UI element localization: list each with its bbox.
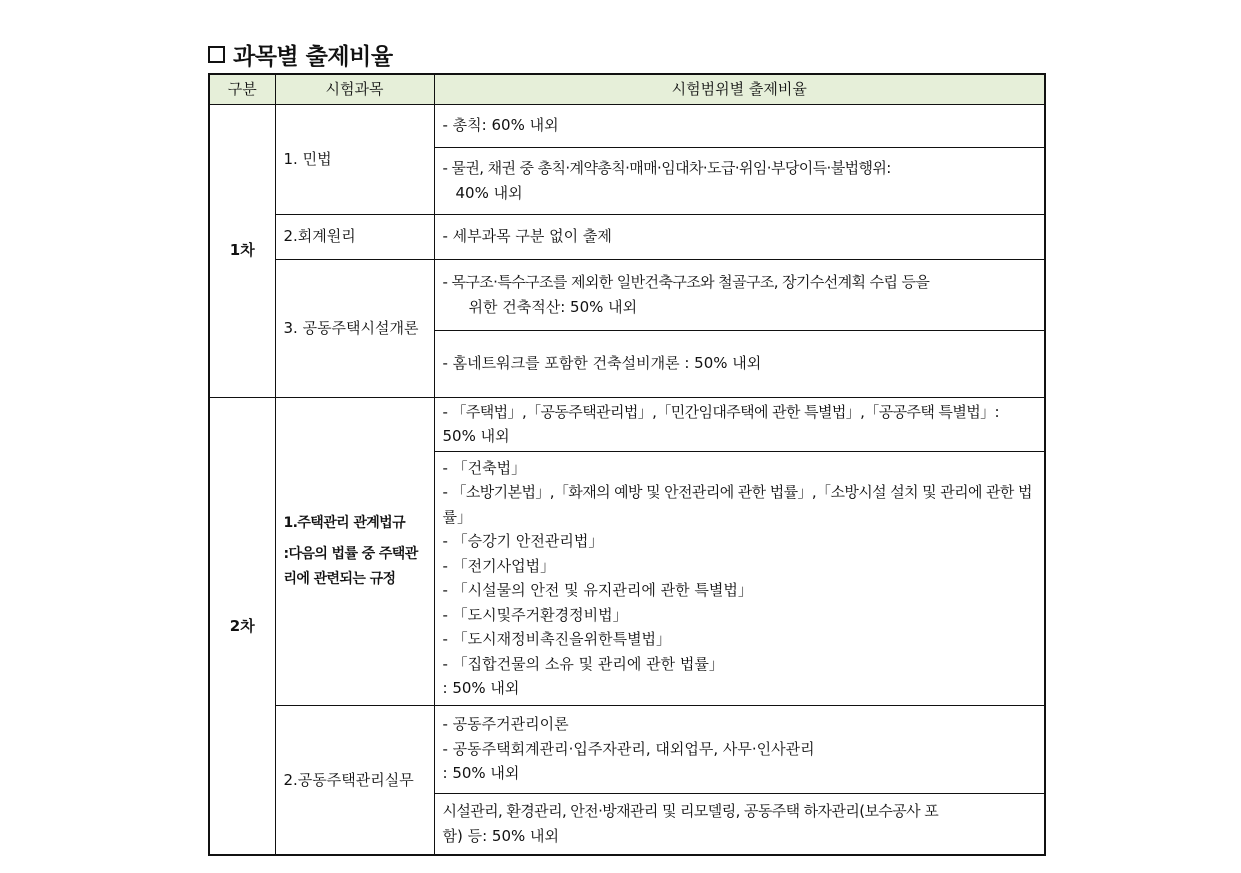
range-line: - 홈네트워크를 포함한 건축설비개론 : 50% 내외 — [442, 354, 762, 373]
table-row — [209, 104, 1045, 147]
range-line: : 50% 내외 — [442, 679, 520, 697]
subject-line: :다음의 법률 중 주택관 — [283, 545, 418, 562]
round-2-label: 2차 — [209, 397, 275, 855]
subject-line: 리에 관련되는 규정 — [283, 570, 396, 587]
range-line: 시설관리, 환경관리, 안전·방재관리 및 리모델링, 공동주택 하자관리(보수공사 포 — [442, 802, 939, 821]
subject-housing-law — [275, 397, 434, 705]
header-subject: 시험과목 — [275, 74, 434, 104]
square-checkbox-icon — [208, 46, 225, 63]
range-cell — [434, 259, 1045, 330]
range-line: - 「도시및주거환경정비법」 — [442, 605, 628, 624]
range-line: - 세부과목 구분 없이 출제 — [442, 227, 612, 246]
exam-ratio-table — [208, 73, 1046, 856]
table-row — [209, 259, 1045, 330]
subject-line: 1.주택관리 관계법규 — [283, 514, 406, 531]
header-gubun: 구분 — [209, 74, 275, 104]
round-1-label: 1차 — [209, 104, 275, 397]
range-line: - 「도시재정비촉진을위한특별법」 — [442, 630, 672, 648]
range-line: 위한 건축적산: 50% 내외 — [468, 297, 638, 316]
range-cell — [434, 451, 1045, 705]
table-row — [209, 214, 1045, 259]
subject-housing-facilities: 3. 공동주택시설개론 — [275, 259, 434, 397]
subject-housing-practice: 2.공동주택관리실무 — [275, 705, 434, 855]
range-line: - 목구조·특수구조를 제외한 일반건축구조와 철골구조, 장기수선계획 수립 등을 — [442, 273, 930, 291]
range-line: - 「시설물의 안전 및 유지관리에 관한 특별법」 — [442, 581, 753, 599]
range-line: 률」 — [442, 507, 472, 526]
range-line: - 「소방기본법」,「화재의 예방 및 안전관리에 관한 법률」,「소방시설 설치 및 관리에 관한 법 — [442, 483, 1032, 501]
range-line: 50% 내외 — [442, 427, 510, 445]
range-cell — [434, 793, 1045, 855]
range-line: - 「전기사업법」 — [442, 556, 556, 575]
range-line: - 공동주거관리이론 — [442, 715, 569, 734]
range-line: - 「승강기 안전관리법」 — [442, 532, 604, 550]
table-row — [209, 397, 1045, 451]
range-line: : 50% 내외 — [442, 764, 520, 783]
range-line: 40% 내외 — [455, 183, 523, 202]
table-row — [209, 705, 1045, 793]
range-line: - 총칙: 60% 내외 — [442, 116, 559, 135]
range-cell — [434, 147, 1045, 214]
subject-civil-law: 1. 민법 — [275, 104, 434, 214]
range-cell — [434, 104, 1045, 147]
range-line: - 「집합건물의 소유 및 관리에 관한 법률」 — [442, 654, 724, 673]
range-cell — [434, 214, 1045, 259]
range-line: - 「주택법」,「공동주택관리법」,「민간임대주택에 관한 특별법」,「공공주택 특별법」: — [442, 402, 999, 421]
header-range: 시험범위별 출제비율 — [434, 74, 1045, 104]
subject-accounting: 2.회계원리 — [275, 214, 434, 259]
range-line: - 「건축법」 — [442, 458, 527, 477]
range-line: - 물권, 채권 중 총칙·계약총칙·매매·임대차·도급·위임·부당이득·불법행위: — [442, 159, 891, 177]
section-title: 과목별 출제비율 — [233, 44, 393, 70]
section-heading — [208, 38, 393, 71]
range-cell — [434, 397, 1045, 451]
table-header-row — [209, 74, 1045, 104]
range-cell — [434, 330, 1045, 397]
range-cell — [434, 705, 1045, 793]
range-line: - 공동주택회계관리·입주자관리, 대외업무, 사무·인사관리 — [442, 739, 815, 758]
range-line: 함) 등: 50% 내외 — [442, 826, 560, 845]
